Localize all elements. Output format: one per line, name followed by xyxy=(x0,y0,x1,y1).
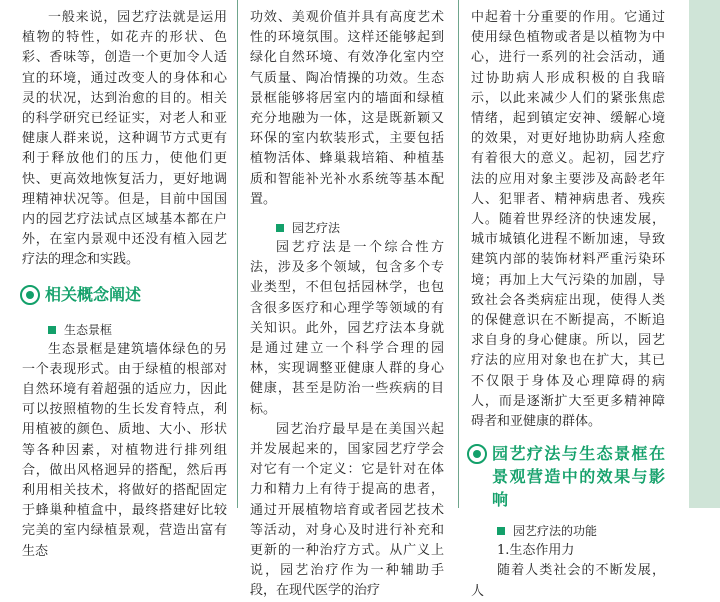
paragraph: 中起着十分重要的作用。它通过使用绿色植物或者是以植物为中心，进行一系列的社会活动，通过协助病人形成积极的自我暗示，以此来减少人们的紧张焦虑情绪，起到镇定安神、缓解心境的效果，对更好地协助病人痊愈有着很大的意义。起初，园艺疗法的应用对象主要涉及高龄老年人、犯罪者、精神病患者、残疾人。随着世界经济的快速发展，城市城镇化进程不断加速，导致建筑内部的装饰材料严重污染环境；再加上大气污染的加剧，导致社会各类病症出现，使得人类的保健意识在不断提高，不断追求自身的身心健康。所以，园艺疗法的应用对象也在扩大，其已不仅限于身体及心理障碍的病人，而是逐渐扩大至更多精神障碍者和亚健康的群体。 xyxy=(471,10,665,430)
square-bullet-icon xyxy=(497,527,505,535)
page-edge-strip xyxy=(689,0,720,508)
square-bullet-icon xyxy=(48,326,56,334)
column-right xyxy=(471,8,665,599)
subheading-text: 园艺疗法 xyxy=(292,221,341,236)
square-bullet-icon xyxy=(276,224,284,232)
subheading xyxy=(250,218,444,238)
column-middle xyxy=(250,8,444,599)
section-heading xyxy=(20,283,227,306)
column-rule xyxy=(458,0,459,508)
column-left xyxy=(22,8,227,559)
subheading xyxy=(471,521,665,541)
bullet-circle-icon xyxy=(467,444,487,464)
subheading xyxy=(22,320,227,340)
paragraph: 一般来说，园艺疗法就是运用植物的特性，如花卉的形状、色彩、香味等，创造一个更加令人适宜的环境，通过改变人的身体和心灵的状况，达到治愈的目的。相关的科学研究已经证实，对老人和亚健康人群来说，这种调节方式更有利于释放他们的压力，使他们更快、更高效地恢复活力，更好地调理精神状况等。但是，目前中国国内的园艺疗法试点区域基本都在户外，在室内景观中还没有植入园艺疗法的理念和实践。 xyxy=(22,10,227,268)
section-heading-text: 相关概念阐述 xyxy=(45,284,142,304)
paragraph: 功效、美观价值并具有高度艺术性的环境氛围。这样还能够起到绿化自然环境、有效净化室内空气质量、陶冶情操的功效。生态景框能够将居室内的墙面和绿植充分地融为一体，这是既新颖又环保的室内软装形式，主要包括植物活体、蜂巢栽培箱、种植基质和智能补光补水系统等基本配置。 xyxy=(250,10,444,207)
paragraph: 生态景框是建筑墙体绿色的另一个表现形式。由于绿植的根部对自然环境有着超强的适应力，因此可以按照植物的生长发育特点，利用植被的颜色、质地、大小、形状等各种因素，对植物进行排列组合，做出风格迥异的搭配，然后再利用相关技术，将做好的搭配固定于蜂巢种植盒中，最终搭建好比较完美的室内绿植景观，营造出富有生态 xyxy=(22,341,227,559)
paragraph: 随着人类社会的不断发展，人 xyxy=(471,563,665,599)
section-heading xyxy=(467,442,665,511)
numbered-subheading: 1.生态作用力 xyxy=(497,543,575,559)
bullet-circle-icon xyxy=(20,285,40,305)
subheading-text: 生态景框 xyxy=(64,322,113,337)
paragraph: 园艺疗法是一个综合性方法，涉及多个领域，包含多个专业类型，不但包括园林学，也包含很多医疗和心理学等领域的有关知识。此外，园艺疗法本身就是通过建立一个科学合理的园林，实现调整亚健康人群的身心健康，甚至是防治一些疾病的目标。 xyxy=(250,240,444,417)
column-rule xyxy=(237,0,238,508)
subheading-text: 园艺疗法的功能 xyxy=(513,524,598,539)
section-heading-text: 园艺疗法与生态景框在景观营造中的效果与影响 xyxy=(492,444,665,510)
paragraph: 园艺治疗最早是在美国兴起并发展起来的，国家园艺疗学会对它有一个定义：它是针对在体力和精力上有待于提高的患者，通过开展植物培育或者园艺技术等活动，对身心及时进行补充和更新的一种治疗方式。从广义上说，园艺治疗作为一种辅助手段，在现代医学的治疗 xyxy=(250,421,444,599)
